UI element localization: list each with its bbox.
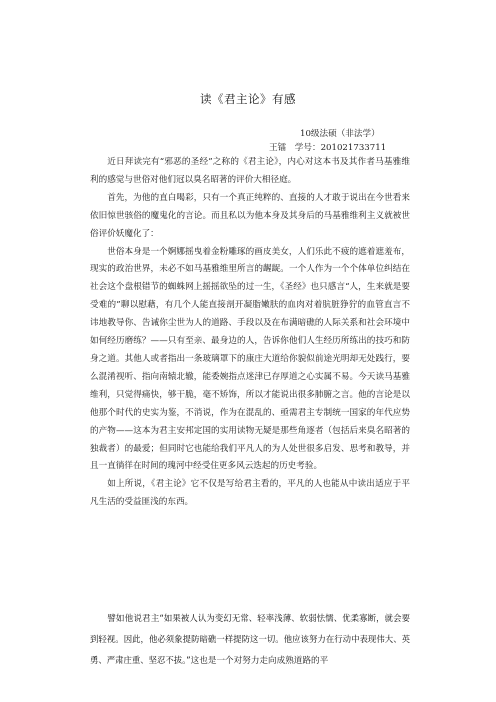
body-text [90,154,410,512]
quoted-passage: “如果被人认为变幻无常、轻率浅薄、软弱怯懦、优柔寡断，就会要到轻视。因此，他必须象提防暗礁一样提防这一切。他应该努力在行动中表现伟大、英勇、严肃庄重、坚忍不拔。” [90,613,410,665]
paragraph-5-lead: 譬如他说君主 [107,614,160,624]
paragraph-2: 首先，为他的直白喝彩，只有一个真正纯粹的、直接的人才敢于说出在今世看来依旧惊世骇俗的魔鬼化的言论。而且私以为他本身及其身后的马基雅维利主义就被世俗评价妖魔化了： [90,192,410,239]
paragraph-5-tail: 这也是一个对努力走向成熟道路的平 [190,655,329,666]
paragraph-4: 如上所说，《君主论》它不仅是写给君主看的，平凡的人也能从中读出适应于平凡生活的受益匪浅的东西。 [90,479,410,508]
paragraph-1: 近日拜读完有“邪恶的圣经”之称的《君主论》，内心对这本书及其作者马基雅维利的感觉与世俗对他们冠以臭名昭著的评价大相径庭。 [90,157,410,185]
document-title: 读《君主论》有感 [200,92,296,106]
paragraph-5 [90,609,410,671]
paragraph-3: 世俗本身是一个婀娜摇曳着金粉雕琢的画皮美女，人们乐此不疲的遮着遮羞布，现实的政治世界，未必不如马基雅维里所言的龌龊。一个人作为一个个体单位纠结在社会这个盘根错节的蜘蛛网上摇摇欲坠的过一生，《圣经》也只感言“人，生来就是要受难的”聊以慰藉，有几个人能直接剖开凝脂嫩肤的血肉对着肮脏狰狞的血管直言不讳地教导你、告诫你尘世为人的道路、手段以及在布满暗礁的人际关系和社会环境中如何经历磨练？——只有至亲、最身边的人，告诉你他们人生经历所练出的技巧和防身之道。其他人或者指出一条玻璃罩下的康庄大道给你貌似前途光明却无处践行，要么混淆视听、指向南辕北辙，能委婉指点迷津已存厚道之心实属不易。今天读马基雅维利，只觉得痛快，够干脆，毫不矫饰，所以才能说出很多肺腑之言。他的言论是以他那个时代的史实为鉴，不消说，作为在混乱的、亟需君主专制统一国家的年代应势的产物——这本为君主安邦定国的实用读物无疑是那些角逐者（包括后来臭名昭著的独裁者）的最爱；但同时它也能给我们平凡人的为人处世很多启发、思考和教导，并且一直徜徉在时间的瑰河中经受住更多风云迭起的历史考验。 [90,246,410,472]
author-line: 王镭 学号：201021733711 [269,143,387,153]
paragraph-5-text [90,609,410,671]
class-info: 10级法硕（非法学） [300,129,380,139]
